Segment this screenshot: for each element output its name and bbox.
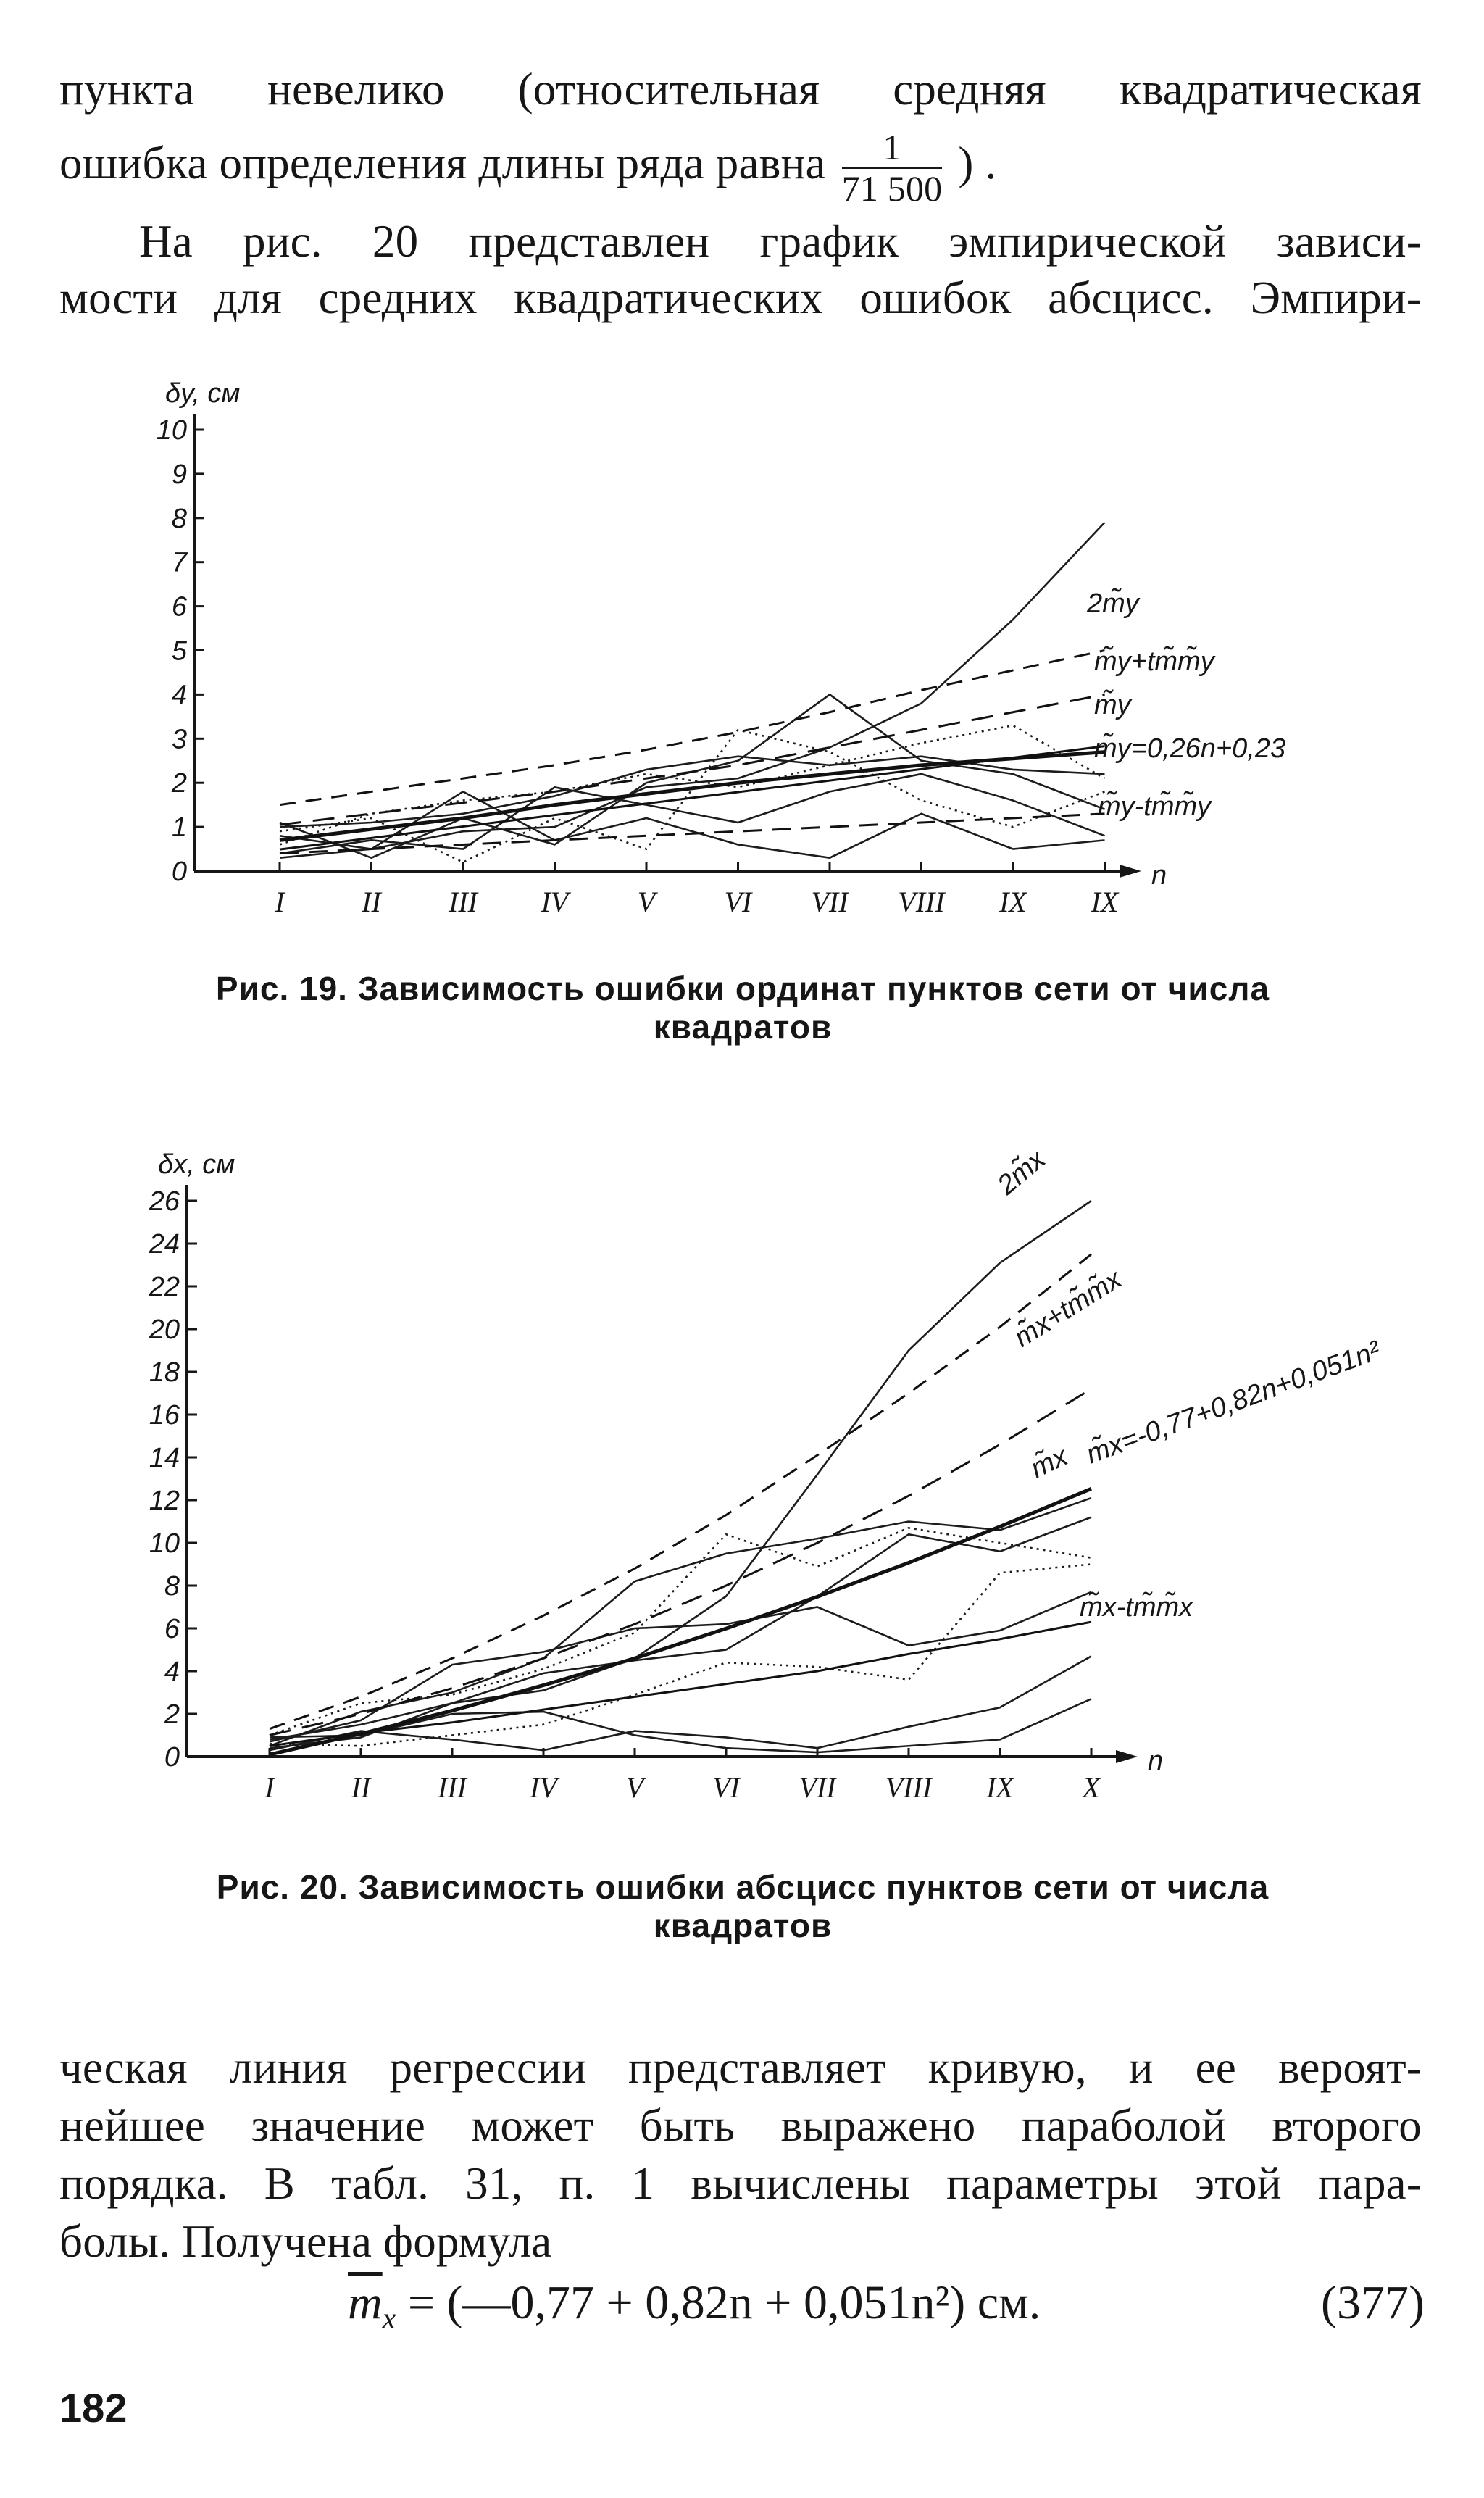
body-line-2	[59, 129, 1422, 207]
body-line-2-prefix: ошибка определения длины ряда равна	[59, 137, 826, 188]
figure-19-caption	[94, 970, 1391, 1046]
empirical-series-line	[270, 1656, 1091, 1750]
x-tick-label: IX	[1091, 886, 1119, 918]
x-tick-label: V	[637, 886, 656, 918]
figure-19-chart	[0, 362, 1484, 964]
x-tick-label: III	[438, 1771, 467, 1804]
x-tick-label: VIII	[885, 1771, 933, 1804]
series-annotation: m̃x=-0,77+0,82n+0,051n²	[1082, 1335, 1385, 1470]
formula-expression	[348, 2276, 1041, 2336]
empirical-series-line	[280, 523, 1105, 849]
y-tick-label: 22	[149, 1272, 180, 1302]
y-tick-label: 0	[171, 857, 187, 887]
y-tick-label: 2	[171, 768, 187, 799]
body-line-4: мости для средних квадратических ошибок абсцисс. Эмпири-	[59, 272, 1422, 323]
series-annotation: m̃x+tm̃m̃x	[1009, 1264, 1127, 1354]
x-tick-label: X	[1082, 1771, 1101, 1804]
figure-19-caption-line-2: квадратов	[653, 1007, 833, 1046]
body-line-8: болы. Получена формула	[59, 2216, 552, 2267]
body-line-6: нейшее значение может быть выражено параболой второго	[59, 2100, 1422, 2151]
y-tick-label: 5	[171, 636, 187, 667]
x-tick-label: IV	[541, 886, 569, 918]
fraction-numerator: 1	[842, 129, 943, 169]
series-annotation: m̃y-tm̃m̃y	[1098, 791, 1212, 822]
y-tick-label: 1	[171, 812, 187, 844]
y-tick-label: 16	[149, 1400, 180, 1431]
figure-20-caption	[94, 1868, 1391, 1945]
series-annotation: m̃y	[1094, 690, 1131, 720]
body-line-1: пункта невелико (относительная средняя квадратическая	[59, 64, 1422, 115]
x-axis-arrow	[1120, 865, 1141, 878]
y-tick-label: 2	[164, 1699, 180, 1730]
figure-19-plot	[157, 378, 1285, 918]
x-tick-label: I	[264, 1771, 275, 1804]
fraction-denominator: 71 500	[841, 168, 943, 209]
y-tick-label: 26	[149, 1186, 180, 1217]
y-axis-label: δx, см	[158, 1149, 235, 1180]
series-annotation: m̃x-tm̃m̃x	[1080, 1592, 1193, 1623]
body-line-3: На рис. 20 представлен график эмпирической зависи-	[139, 216, 1422, 267]
x-tick-label: IX	[999, 886, 1027, 918]
y-tick-label: 20	[149, 1315, 180, 1345]
figure-20-caption-line-2: квадратов	[653, 1906, 833, 1944]
x-tick-label: IX	[986, 1771, 1014, 1804]
body-line-5: ческая линия регрессии представляет кривую, и ее вероят-	[59, 2042, 1422, 2093]
x-tick-label: I	[275, 886, 285, 918]
x-tick-label: VII	[811, 886, 849, 918]
figure-19-caption-line-1: Рис. 19. Зависимость ошибки ординат пунктов сети от числа	[215, 970, 1270, 1007]
y-tick-label: 10	[149, 1528, 180, 1559]
x-tick-label: III	[449, 886, 478, 918]
x-tick-label: VII	[799, 1771, 836, 1804]
x-tick-label: VIII	[898, 886, 945, 918]
x-tick-label: II	[362, 886, 381, 918]
y-tick-label: 3	[171, 724, 187, 755]
y-tick-label: 0	[164, 1742, 180, 1773]
y-tick-label: 10	[156, 415, 187, 446]
page-number: 182	[59, 2385, 128, 2431]
formula-rhs: = (—0,77 + 0,82n + 0,051n²) см.	[407, 2276, 1041, 2329]
empirical-series-line	[270, 1201, 1091, 1739]
series-annotation: m̃y=0,26n+0,23	[1094, 733, 1286, 764]
y-tick-label: 6	[171, 591, 187, 623]
error-fraction	[842, 129, 943, 207]
empirical-series-line	[270, 1592, 1091, 1742]
series-annotation: m̃y+tm̃m̃y	[1094, 646, 1214, 677]
series-line	[270, 1254, 1091, 1729]
body-line-2-suffix: ) .	[958, 137, 997, 188]
formula-number: (377)	[1321, 2276, 1425, 2329]
empirical-series-line	[270, 1498, 1091, 1746]
y-tick-label: 4	[164, 1657, 180, 1687]
figure-20-plot	[149, 1143, 1385, 1804]
y-tick-label: 7	[171, 547, 187, 578]
x-tick-label: II	[351, 1771, 371, 1804]
x-tick-label: VI	[724, 886, 752, 918]
x-tick-label: IV	[530, 1771, 557, 1804]
x-tick-label: VI	[712, 1771, 740, 1804]
series-line	[280, 651, 1105, 805]
series-annotation: m̃x	[1026, 1441, 1072, 1485]
y-tick-label: 8	[164, 1571, 180, 1602]
y-tick-label: 4	[171, 680, 187, 711]
x-tick-label: V	[625, 1771, 644, 1804]
y-tick-label: 12	[149, 1486, 180, 1516]
empirical-series-line	[280, 774, 1105, 854]
y-tick-label: 24	[149, 1229, 180, 1260]
y-tick-label: 9	[171, 459, 187, 490]
x-axis-arrow	[1116, 1750, 1138, 1763]
series-annotation: 2m̃y	[1087, 588, 1139, 619]
series-annotation: 2m̃x	[991, 1144, 1051, 1201]
figure-20-caption-line-1: Рис. 20. Зависимость ошибки абсцисс пунктов сети от числа	[216, 1868, 1270, 1906]
body-line-7: порядка. В табл. 31, п. 1 вычислены параметры этой пара-	[59, 2158, 1422, 2209]
y-tick-label: 18	[149, 1357, 180, 1388]
formula-lhs: $\overline{m}$	[348, 2276, 383, 2329]
y-tick-label: 6	[164, 1614, 180, 1644]
formula-377	[0, 2276, 1484, 2341]
x-axis-label: n	[1148, 1746, 1164, 1776]
y-tick-label: 14	[149, 1443, 180, 1473]
figure-20-chart	[0, 1087, 1484, 1826]
y-tick-label: 8	[171, 503, 187, 534]
x-axis-label: n	[1151, 860, 1167, 891]
y-axis-label: δy, см	[165, 378, 241, 409]
formula-lhs-subscript: x	[382, 2302, 396, 2336]
